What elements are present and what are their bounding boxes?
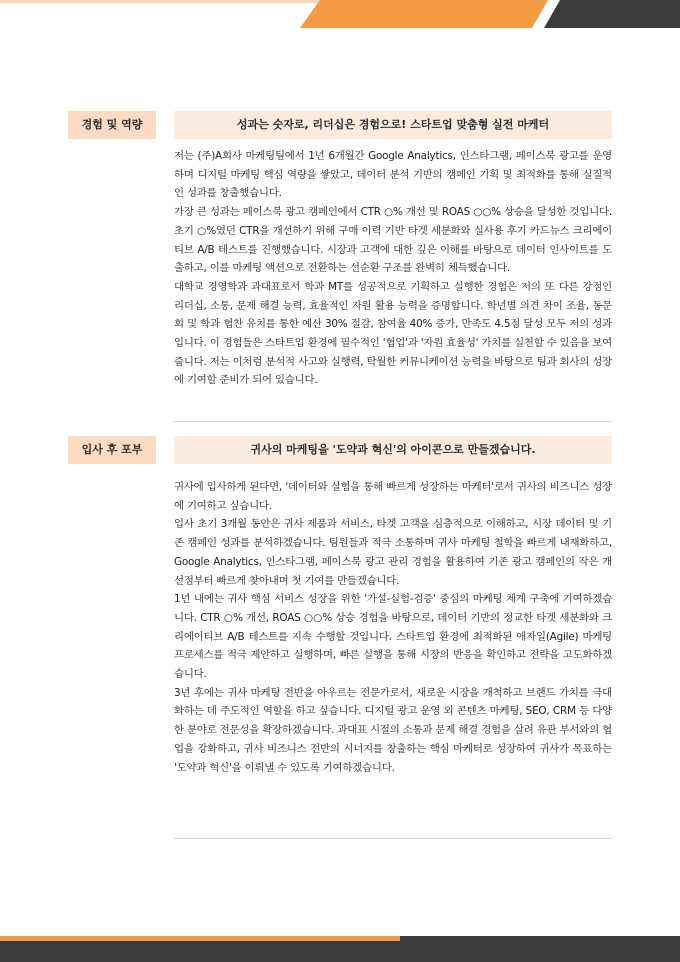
section-heading: 귀사의 마케팅을 '도약과 혁신'의 아이콘으로 만들겠습니다. [174,436,612,464]
body-paragraph: 저는 (주)A회사 마케팅팀에서 1년 6개월간 Google Analytics, 인스타그램, 페이스북 광고를 운영하며 디지털 마케팅 핵심 역량을 쌓았고, 데이터 분석 기반의 캠페인 기획 및 최적화를 통해 실질적인 성과를 창출했습니다. [174,150,612,200]
bottom-decorative-band [0,936,680,962]
section-body [174,478,612,777]
section-divider [174,421,612,422]
section-aspiration [68,436,612,846]
top-band-orange-stripe [300,0,548,28]
top-decorative-band [0,0,680,28]
section-divider [174,838,612,839]
bottom-band-dark-block [400,936,680,962]
section-label: 경험 및 역량 [68,111,156,139]
section-experience [68,111,612,451]
top-band-dark-stripe [544,0,680,28]
body-paragraph: 3년 후에는 귀사 마케팅 전반을 아우르는 전문가로서, 새로운 시장을 개척하고 브랜드 가치를 극대화하는 데 주도적인 역할을 하고 싶습니다. 디지털 광고 운영 외 콘텐츠 마케팅, SEO, CRM 등 다양한 분야로 전문성을 확장하겠습니다. 과대표 시절의 소통과 문제 해결 경험을 살려 유관 부서와의 협업을 강화하고, 귀사 비즈니스 전반의 시너지를 창출하는 핵심 마케터로 성장하여 귀사가 목표하는 '도약과 혁신'을 이뤄낼 수 있도록 기여하겠습니다. [174,686,612,774]
body-paragraph: 가장 큰 성과는 페이스북 광고 캠페인에서 CTR ○% 개선 및 ROAS ○○% 상승을 달성한 것입니다. 초기 ○%였던 CTR을 개선하기 위해 구매 이력 기반 타겟 세분화와 실사용 후기 카드뉴스 크리에이티브 A/B 테스트를 진행했습니다. 시장과 고객에 대한 깊은 이해를 바탕으로 데이터 인사이트를 도출하고, 이를 마케팅 액션으로 전환하는 선순환 구조를 완벽히 체득했습니다. [174,206,612,275]
section-body [174,147,612,390]
section-heading: 성과는 숫자로, 리더십은 경험으로! 스타트업 맞춤형 실전 마케터 [174,111,612,139]
section-label: 입사 후 포부 [68,436,156,464]
body-paragraph: 1년 내에는 귀사 핵심 서비스 성장을 위한 '가설-실험-검증' 중심의 마케팅 체계 구축에 기여하겠습니다. CTR ○% 개선, ROAS ○○% 상승 경험을 바탕으로, 데이터 기반의 정교한 타겟 세분화와 크리에이티브 A/B 테스트를 지속 수행할 것입니다. 스타트업 환경에 최적화된 애자일(Agile) 마케팅 프로세스를 적극 제안하고 실행하며, 빠른 실행을 통해 시장의 반응을 확인하고 전략을 고도화하겠습니다. [174,593,612,681]
body-paragraph: 대학교 경영학과 과대표로서 학과 MT를 성공적으로 기획하고 실행한 경험은 저의 또 다른 강점인 리더십, 소통, 문제 해결 능력, 효율적인 자원 활용 능력을 증명합니다. 학년별 의견 차이 조율, 동문회 및 학과 협찬 유치를 통한 예산 30% 절감, 참여율 40% 증가, 만족도 4.5점 달성 모두 저의 성과입니다. 이 경험들은 스타트업 환경에 필수적인 '협업'과 '자원 효율성' 가치를 실천할 수 있음을 보여줍니다. 저는 이처럼 분석적 사고와 실행력, 탁월한 커뮤니케이션 능력을 바탕으로 팀과 회사의 성장에 기여할 준비가 되어 있습니다. [174,280,612,387]
bottom-band-dark-stripe [0,941,400,962]
bottom-band-orange-stripe [0,936,400,941]
body-paragraph: 입사 초기 3개월 동안은 귀사 제품과 서비스, 타겟 고객을 심층적으로 이해하고, 시장 데이터 및 기존 캠페인 성과를 분석하겠습니다. 팀원들과 적극 소통하며 귀사 마케팅 철학을 빠르게 내재화하고, Google Analytics, 인스타그램, 페이스북 광고 관리 경험을 활용하여 기존 광고 캠페인의 작은 개선점부터 빠르게 찾아내며 첫 기여를 만들겠습니다. [174,518,612,587]
body-paragraph: 귀사에 입사하게 된다면, '데이터와 실험을 통해 빠르게 성장하는 마케터'로서 귀사의 비즈니스 성장에 기여하고 싶습니다. [174,481,612,512]
